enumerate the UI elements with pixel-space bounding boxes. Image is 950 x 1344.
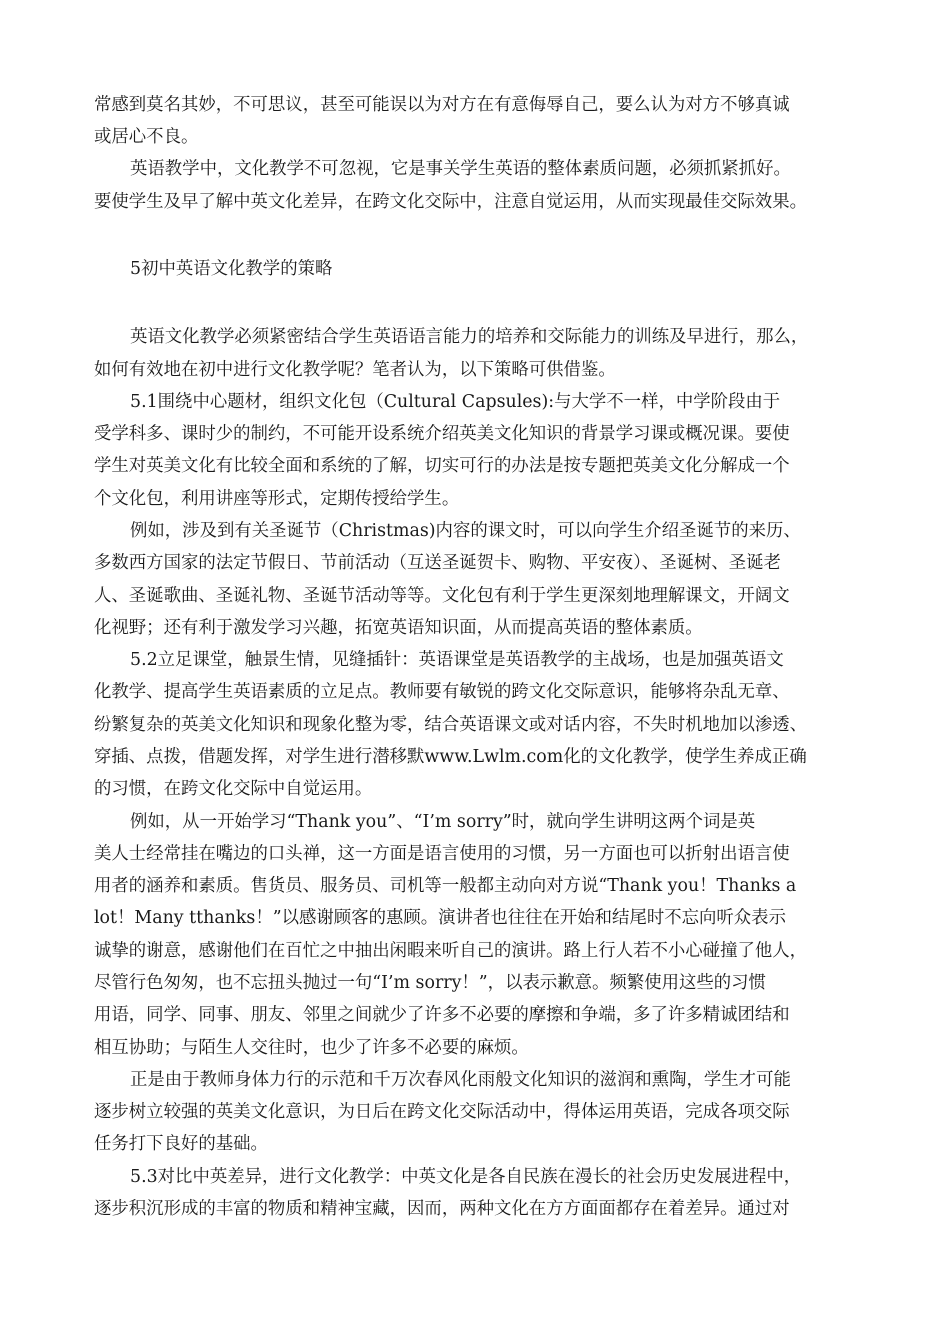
text-line: 多数西方国家的法定节假日、节前活动（互送圣诞贺卡、购物、平安夜）、圣诞树、圣诞老 [94, 553, 781, 573]
text-line: 诚挚的谢意，感谢他们在百忙之中抽出闲暇来听自己的演讲。路上行人若不小心碰撞了他人， [94, 941, 808, 961]
text-line: 逐步树立较强的英美文化意识，为日后在跨文化交际活动中，得体运用英语，完成各项交际 [94, 1102, 790, 1122]
text-line: 5.1围绕中心题材，组织文化包（Cultural Capsules):与大学不一样，中学阶段由于 [130, 392, 781, 412]
text-line: 逐步积沉形成的丰富的物质和精神宝藏，因而，两种文化在方方面面都存在着差异。通过对 [94, 1199, 790, 1219]
text-line: 穿插、点拨，借题发挥，对学生进行潜移默www.Lwlm.com化的文化教学，使学生养成正确 [94, 747, 807, 767]
text-line: 化视野；还有利于激发学习兴趣，拓宽英语知识面，从而提高英语的整体素质。 [94, 618, 703, 638]
text-line: 英语文化教学必须紧密结合学生英语语言能力的培养和交际能力的训练及早进行，那么， [130, 327, 809, 347]
text-line: 例如，涉及到有关圣诞节（Christmas)内容的课文时，可以向学生介绍圣诞节的来历、 [130, 521, 801, 541]
text-line: 英语教学中，文化教学不可忽视，它是事关学生英语的整体素质问题，必须抓紧抓好。 [130, 159, 791, 179]
text-line: 用者的涵养和素质。售货员、服务员、司机等一般都主动向对方说“Thank you！Thanks a [94, 876, 797, 896]
text-line: 正是由于教师身体力行的示范和千万次春风化雨般文化知识的滋润和熏陶，学生才可能 [130, 1070, 791, 1090]
text-line: 化教学、提高学生英语素质的立足点。教师要有敏锐的跨文化交际意识，能够将杂乱无章、 [94, 682, 790, 702]
text-line: 个文化包，利用讲座等形式，定期传授给学生。 [94, 489, 460, 509]
text-line: 要使学生及早了解中英文化差异，在跨文化交际中，注意自觉运用，从而实现最佳交际效果。 [94, 192, 808, 212]
text-line: lot！Many tthanks！”以感谢顾客的惠顾。演讲者也往往在开始和结尾时不忘向听众表示 [94, 908, 786, 928]
text-line: 常感到莫名其妙，不可思议，甚至可能误以为对方在有意侮辱自己，要么认为对方不够真诚 [94, 95, 790, 115]
text-line: 例如，从一开始学习“Thank you”、“I’m sorry”时，就向学生讲明这两个词是英 [130, 812, 756, 832]
text-line: 的习惯，在跨文化交际中自觉运用。 [94, 779, 373, 799]
text-line: 人、圣诞歌曲、圣诞礼物、圣诞节活动等等。文化包有利于学生更深刻地理解课文，开阔文 [94, 586, 790, 606]
text-line: 任务打下良好的基础。 [94, 1134, 268, 1154]
text-line: 尽管行色匆匆，也不忘扭头抛过一句“I’m sorry！”，以表示歉意。频繁使用这些的习惯 [94, 973, 766, 993]
text-line: 学生对英美文化有比较全面和系统的了解，切实可行的办法是按专题把英美文化分解成一个 [94, 456, 790, 476]
text-line: 5.2立足课堂，触景生情，见缝插针：英语课堂是英语教学的主战场，也是加强英语文 [130, 650, 784, 670]
text-line: 受学科多、课时少的制约，不可能开设系统介绍英美文化知识的背景学习课或概况课。要使 [94, 424, 790, 444]
text-line: 用语，同学、同事、朋友、邻里之间就少了许多不必要的摩擦和争端，多了许多精诚团结和 [94, 1005, 790, 1025]
text-line: 相互协助；与陌生人交往时，也少了许多不必要的麻烦。 [94, 1038, 529, 1058]
text-line: 纷繁复杂的英美文化知识和现象化整为零，结合英语课文或对话内容，不失时机地加以渗透、 [94, 715, 808, 735]
text-line: 或居心不良。 [94, 127, 199, 147]
section-heading: 5初中英语文化教学的策略 [130, 259, 333, 279]
text-line: 美人士经常挂在嘴边的口头禅，这一方面是语言使用的习惯，另一方面也可以折射出语言使 [94, 844, 790, 864]
text-line: 5.3对比中英差异，进行文化教学：中英文化是各自民族在漫长的社会历史发展进程中， [130, 1167, 802, 1187]
text-line: 如何有效地在初中进行文化教学呢？笔者认为，以下策略可供借鉴。 [94, 360, 616, 380]
